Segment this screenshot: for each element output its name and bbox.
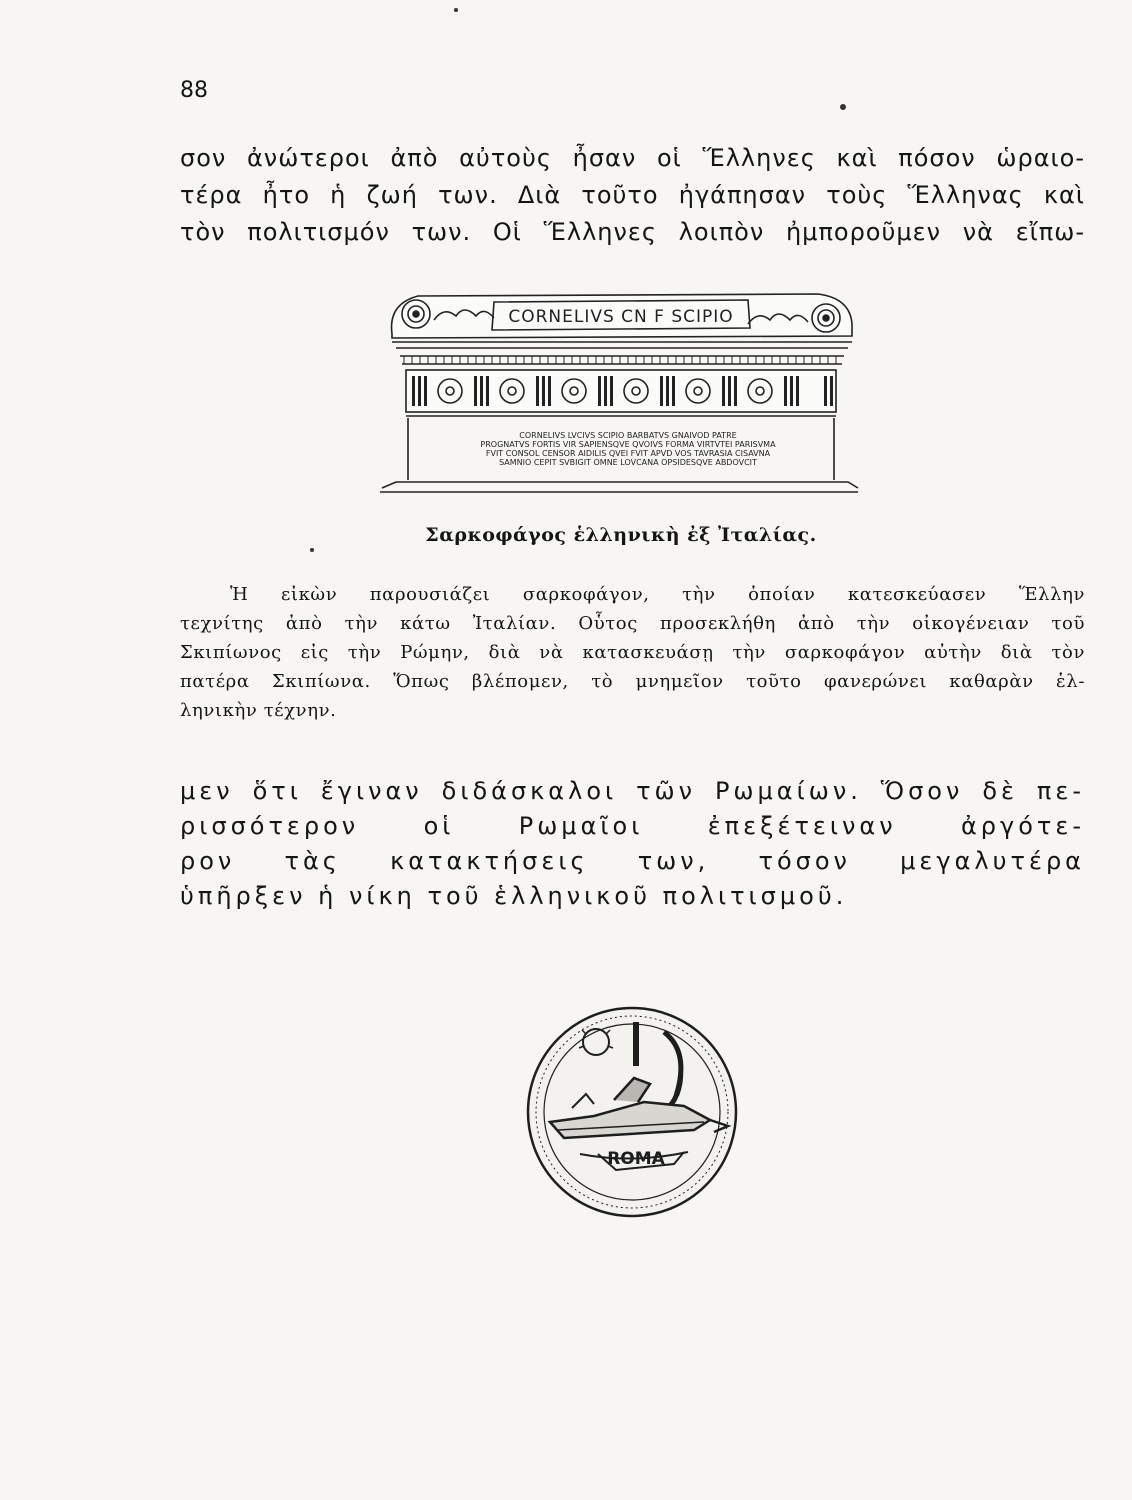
- body-inscription-line: FVIT CONSOL CENSOR AIDILIS QVEI FVIT APVD VOS TAVRASIA CISAVNA: [485, 449, 771, 458]
- print-speck: [310, 548, 314, 552]
- print-speck: [840, 104, 846, 110]
- description-line: ληνικὴν τέχνην.: [180, 700, 337, 721]
- roman-coin-illustration: [524, 1004, 740, 1220]
- description-line: τεχνίτης ἀπὸ τὴν κάτω Ἰταλίαν. Οὗτος προσεκλήθη ἀπὸ τὴν οἰκογένειαν τοῦ: [180, 613, 1085, 634]
- body-inscription-line: SAMNIO CEPIT SVBIGIT OMNE LOVCANA OPSIDESQVE ABDOVCIT: [499, 458, 757, 467]
- text-line: τέρα ἦτο ἡ ζωή των. Διὰ τοῦτο ἠγάπησαν τοὺς Ἕλληνας καὶ: [180, 181, 1085, 209]
- text-line: μεν ὅτι ἔγιναν διδάσκαλοι τῶν Ρωμαίων. Ὅσον δὲ πε-: [180, 777, 1085, 805]
- outro-paragraph: [180, 774, 1085, 914]
- text-line: ρον τὰς κατακτήσεις των, τόσον μεγαλυτέρα: [180, 847, 1085, 875]
- sarcophagus-illustration: [378, 284, 860, 498]
- figure-description: [180, 580, 1085, 725]
- body-inscription-line: CORNELIVS LVCIVS SCIPIO BARBATVS GNAIVOD PATRE: [519, 431, 737, 440]
- figure-caption: Σαρκοφάγος ἑλληνικὴ ἐξ Ἰταλίας.: [425, 524, 817, 546]
- text-line: ὑπῆρξεν ἡ νίκη τοῦ ἑλληνικοῦ πολιτισμοῦ.: [180, 882, 848, 910]
- text-line: σον ἀνώτεροι ἀπὸ αὐτοὺς ἦσαν οἱ Ἕλληνες καὶ πόσον ὡραιο-: [180, 144, 1085, 172]
- intro-paragraph: [180, 140, 1085, 251]
- coin-legend: ROMA: [607, 1149, 665, 1169]
- text-line: τὸν πολιτισμόν των. Οἱ Ἕλληνες λοιπὸν ἠμποροῦμεν νὰ εἴπω-: [180, 218, 1085, 246]
- body-inscription-line: PROGNATVS FORTIS VIR SAPIENSQVE QVOIVS FORMA VIRTVTEI PARISVMA: [480, 440, 776, 449]
- description-line: πατέρα Σκιπίωνα. Ὅπως βλέπομεν, τὸ μνημεῖον τοῦτο φανερώνει καθαρὰν ἑλ-: [180, 671, 1085, 692]
- lid-inscription: CORNELIVS CN F SCIPIO: [508, 307, 734, 327]
- page-number: 88: [180, 78, 208, 103]
- text-line: ρισσότερον οἱ Ρωμαῖοι ἐπεξέτειναν ἀργότε-: [180, 812, 1085, 840]
- description-line: Σκιπίωνος εἰς τὴν Ρώμην, διὰ νὰ κατασκευάσῃ τὴν σαρκοφάγον αὐτὴν διὰ τὸν: [180, 642, 1085, 663]
- description-line: Ἡ εἰκὼν παρουσιάζει σαρκοφάγον, τὴν ὁποίαν κατεσκεύασεν Ἕλλην: [230, 584, 1085, 605]
- print-speck: [454, 8, 458, 12]
